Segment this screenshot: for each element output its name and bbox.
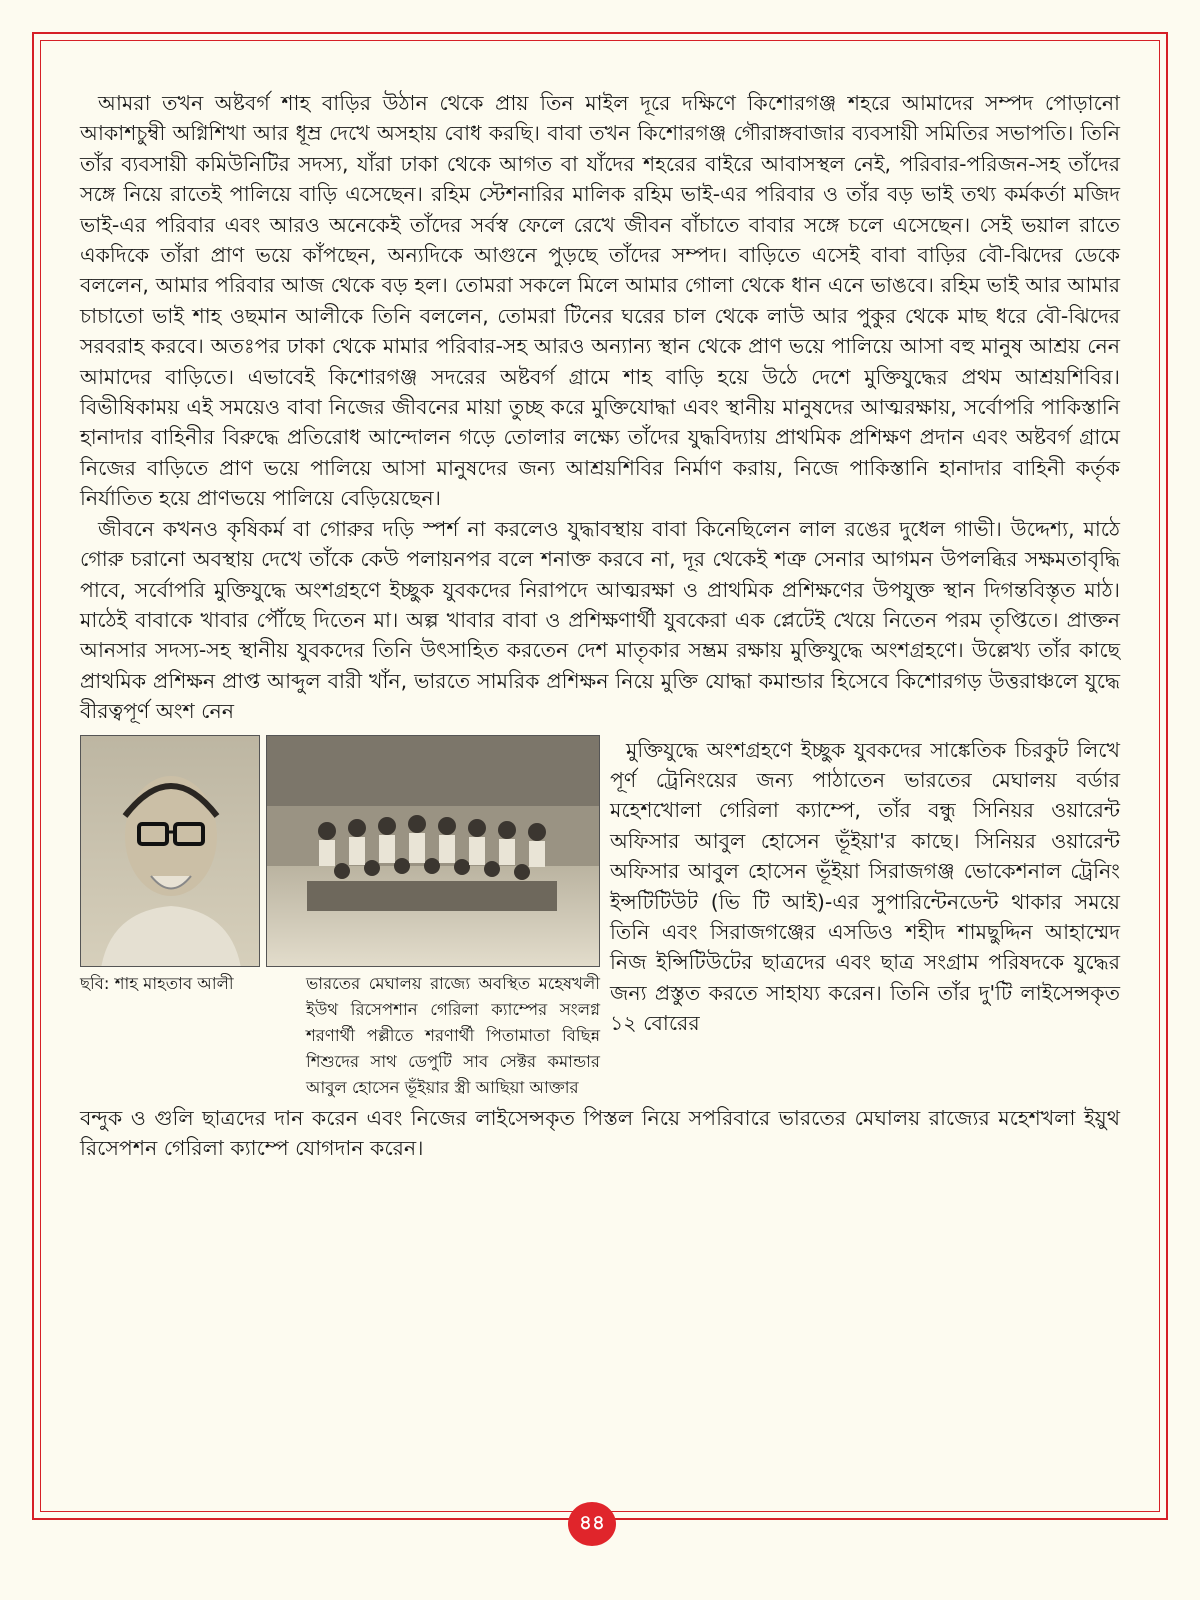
group-illustration xyxy=(267,736,600,967)
paragraph-4: বন্দুক ও গুলি ছাত্রদের দান করেন এবং নিজের লাইসেন্সকৃত পিস্তল নিয়ে সপরিবারে ভারতের মেঘালয় রাজ্যের মহেশখলা ইয়ুথ রিসেপশন গেরিলা ক্যাম্পে যোগদান করেন। xyxy=(80,1105,1120,1160)
photo-captions xyxy=(80,971,600,1101)
tail-block xyxy=(80,1103,1120,1164)
side-column xyxy=(610,735,1120,1101)
portrait-caption: ছবি: শাহ মাহতাব আলী xyxy=(80,973,234,993)
paragraph-1: আমরা তখন অষ্টবর্গ শাহ বাড়ির উঠান থেকে প্রায় তিন মাইল দূরে দক্ষিণে কিশোরগঞ্জ শহরে আমাদের সম্পদ পোড়ানো আকাশচুম্বী অগ্নিশিখা আর ধূম্র দেখে অসহায় বোধ করছি। বাবা তখন কিশোরগঞ্জ গৌরাঙ্গবাজার ব্যবসায়ী সমিতির সভাপতি। তিনি তাঁর ব্যবসায়ী কমিউনিটির সদস্য, যাঁরা ঢাকা থেকে আগত বা যাঁদের শহরের বাইরে আবাসস্থল নেই, পরিবার-পরিজন-সহ তাঁদের সঙ্গে নিয়ে রাতেই পালিয়ে বাড়ি এসেছেন। রহিম স্টেশনারির মালিক রহিম ভাই-এর পরিবার ও তাঁর বড় ভাই তথ্য কর্মকর্তা মজিদ ভাই-এর পরিবার এবং আরও অনেকেই তাঁদের সর্বস্ব ফেলে রেখে জীবন বাঁচাতে বাবার সঙ্গে চলে এসেছেন। সেই ভয়াল রাতে একদিকে তাঁরা প্রাণ ভয়ে কাঁপছেন, অন্যদিকে আগুনে পুড়ছে তাঁদের সম্পদ। বাড়িতে এসেই বাবা বাড়ির বৌ-ঝিদের ডেকে বললেন, আমার পরিবার আজ থেকে বড় হল। তোমরা সকলে মিলে আমার গোলা থেকে ধান এনে ভাঙবে। রহিম ভাই আর আমার চাচাতো ভাই শাহ ওছমান আলীকে তিনি বললেন, তোমরা টিনের ঘরের চাল থেকে লাউ আর পুকুর থেকে মাছ ধরে বৌ-ঝিদের সরবরাহ করবে। অতঃপর ঢাকা থেকে মামার পরিবার-সহ আরও অন্যান্য স্থান থেকে প্রাণ ভয়ে পালিয়ে আসা বহু মানুষ আশ্রয় নেন আমাদের বাড়িতে। এভাবেই কিশোরগঞ্জ সদরের অষ্টবর্গ গ্রামে শাহ বাড়ি হয়ে উঠে দেশে মুক্তিযুদ্ধের প্রথম আশ্রয়শিবির। বিভীষিকাময় এই সময়েও বাবা নিজের জীবনের মায়া তুচ্ছ করে মুক্তিযোদ্ধা এবং স্থানীয় মানুষদের আত্মরক্ষায়, সর্বোপরি পাকিস্তানি হানাদার বাহিনীর বিরুদ্ধে প্রতিরোধ আন্দোলন গড়ে তোলার লক্ষ্যে তাঁদের যুদ্ধবিদ্যায় প্রাথমিক প্রশিক্ষণ প্রদান এবং অষ্টবর্গ গ্রামে নিজের বাড়িতে প্রাণ ভয়ে পালিয়ে আসা মানুষদের জন্য আশ্রয়শিবির নির্মাণ করায়, নিজে পাকিস্তানি হানাদার বাহিনী কর্তৃক নির্যাতিত হয়ে প্রাণভয়ে পালিয়ে বেড়িয়েছেন। xyxy=(80,91,1120,511)
paragraph-3: মুক্তিযুদ্ধে অংশগ্রহণে ইচ্ছুক যুবকদের সাঙ্কেতিক চিরকুট লিখে পূর্ণ ট্রেনিংয়ের জন্য পাঠাতেন ভারতের মেঘালয় বর্ডার মহেশখোলা গেরিলা ক্যাম্পে, তাঁর বন্ধু সিনিয়র ওয়ারেন্ট অফিসার আবুল হোসেন ভূঁইয়া'র কাছে। সিনিয়র ওয়ারেন্ট অফিসার আবুল হোসেন ভূঁইয়া সিরাজগঞ্জ ভোকেশনাল ট্রেনিং ইন্সটিটিউট (ভি টি আই)-এর সুপারিন্টেনডেন্ট থাকার সময়ে তিনি এবং সিরাজগঞ্জের এসডিও শহীদ শামছুদ্দিন আহাম্মেদ নিজ ইন্সিটিউটের ছাত্রদের এবং ছাত্র সংগ্রাম পরিষদকে যুদ্ধের জন্য প্রস্তুত করতে সাহায্য করেন। তিনি তাঁর দু'টি লাইসেন্সকৃত ১২ বোরের xyxy=(610,737,1120,1036)
page-number-badge: ৪৪ xyxy=(568,1502,616,1546)
portrait-photo xyxy=(80,735,260,967)
media-row xyxy=(80,735,1120,1101)
group-photo xyxy=(266,735,600,967)
photo-pair xyxy=(80,735,600,967)
photo-block xyxy=(80,735,600,1101)
portrait-illustration xyxy=(81,736,260,967)
paragraph-2: জীবনে কখনও কৃষিকর্ম বা গোরুর দড়ি স্পর্শ না করলেও যুদ্ধাবস্থায় বাবা কিনেছিলেন লাল রঙের দুধেল গাভী। উদ্দেশ্য, মাঠে গোরু চরানো অবস্থায় দেখে তাঁকে কেউ পলায়নপর বলে শনাক্ত করবে না, দূর থেকেই শত্রু সেনার আগমন উপলব্ধির সক্ষমতাবৃদ্ধি পাবে, সর্বোপরি মুক্তিযুদ্ধে অংশগ্রহণে ইচ্ছুক যুবকদের নিরাপদে আত্মরক্ষা ও প্রাথমিক প্রশিক্ষণের উপযুক্ত স্থান দিগন্তবিস্তৃত মাঠ। মাঠেই বাবাকে খাবার পৌঁছে দিতেন মা। অল্প খাবার বাবা ও প্রশিক্ষণার্থী যুবকেরা এক প্লেটেই খেয়ে নিতেন পরম তৃপ্তিতে। প্রাক্তন আনসার সদস্য-সহ স্থানীয় যুবকদের তিনি উৎসাহিত করতেন দেশ মাতৃকার সম্ভ্রম রক্ষায় মুক্তিযুদ্ধে অংশগ্রহণে। উল্লেখ্য তাঁর কাছে প্রাথমিক প্রশিক্ষন প্রাপ্ত আব্দুল বারী খাঁন, ভারতে সামরিক প্রশিক্ষন নিয়ে মুক্তি যোদ্ধা কমান্ডার হিসেবে কিশোরগড় উত্তরাঞ্চলে যুদ্ধে বীরত্বপূর্ণ অংশ নেন xyxy=(80,516,1120,724)
article-body xyxy=(80,88,1120,1163)
group-caption: ভারতের মেঘালয় রাজ্যে অবস্থিত মহেষখলী ইউথ রিসেপশান গেরিলা ক্যাম্পের সংলগ্ন শরণার্থী পল্লীতে শরণার্থী পিতামাতা বিছিন্ন শিশুদের সাথ ডেপুটি সাব সেক্টর কমান্ডার আবুল হোসেন ভূঁইয়ার স্ত্রী আছিয়া আক্তার xyxy=(306,973,600,1097)
